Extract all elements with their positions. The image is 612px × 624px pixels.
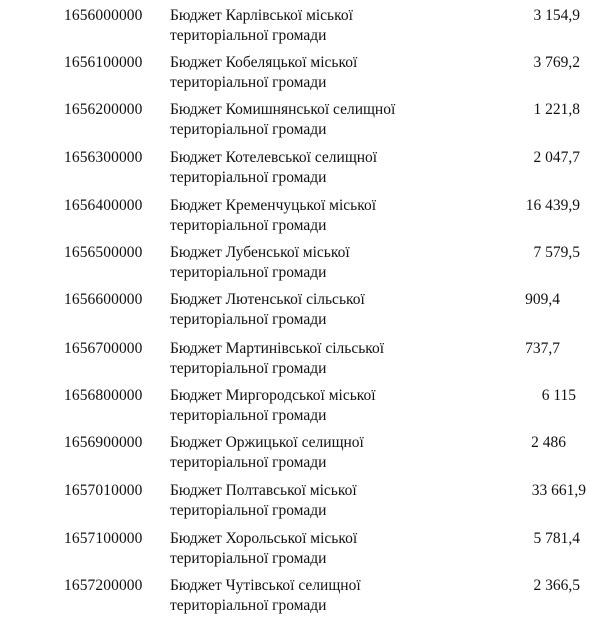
budget-name-line2: територіальної громади	[170, 27, 327, 44]
budget-name-line1: Бюджет Чутівської селищної	[170, 577, 361, 594]
budget-name-line1: Бюджет Кобеляцької міської	[170, 54, 358, 71]
budget-name-line1: Бюджет Хорольської міської	[170, 530, 358, 547]
budget-name-line1: Бюджет Котелевської селищної	[170, 149, 378, 166]
budget-name-line1: Бюджет Лубенської міської	[170, 244, 350, 261]
budget-name	[170, 529, 470, 569]
budget-name	[170, 100, 470, 140]
budget-name	[170, 6, 470, 46]
budget-name	[170, 196, 470, 236]
budget-name-line2: територіальної громади	[170, 407, 327, 424]
budget-amount: 33 661,9	[531, 482, 586, 499]
budget-code: 1657100000	[64, 530, 143, 547]
budget-amount: 16 439,9	[525, 197, 580, 214]
table-row	[0, 100, 612, 148]
budget-name-line2: територіальної громади	[170, 121, 327, 138]
budget-name	[170, 148, 470, 188]
budget-code: 1656200000	[64, 101, 143, 118]
budget-amount: 737,7	[525, 340, 560, 357]
budget-name	[170, 576, 470, 616]
budget-name-line1: Бюджет Лютенської сільської	[170, 291, 365, 308]
budget-code: 1656700000	[64, 340, 143, 357]
table-row	[0, 196, 612, 244]
budget-amount: 909,4	[525, 291, 560, 308]
budget-code: 1656600000	[64, 291, 143, 308]
budget-name	[170, 290, 470, 330]
budget-name-line2: територіальної громади	[170, 311, 327, 328]
table-row	[0, 53, 612, 101]
table-row	[0, 481, 612, 529]
budget-name-line1: Бюджет Миргородської міської	[170, 387, 376, 404]
budget-name-line2: територіальної громади	[170, 454, 327, 471]
budget-name-line1: Бюджет Карлівської міської	[170, 7, 353, 24]
budget-amount: 6 115	[541, 387, 576, 404]
table-row	[0, 148, 612, 196]
budget-name-line1: Бюджет Комишнянської селищної	[170, 101, 396, 118]
budget-amount: 2 047,7	[533, 149, 580, 166]
budget-name	[170, 433, 470, 473]
budget-code: 1656100000	[64, 54, 143, 71]
budget-code: 1656400000	[64, 197, 143, 214]
table-row	[0, 6, 612, 54]
budget-name-line2: територіальної громади	[170, 169, 327, 186]
budget-amount: 2 366,5	[533, 577, 580, 594]
table-row	[0, 339, 612, 387]
budget-amount: 3 154,9	[533, 7, 580, 24]
budget-code: 1656800000	[64, 387, 143, 404]
budget-code: 1656500000	[64, 244, 143, 261]
budget-name-line2: територіальної громади	[170, 502, 327, 519]
budget-name-line2: територіальної громади	[170, 74, 327, 91]
table-row	[0, 290, 612, 338]
budget-amount: 5 781,4	[533, 530, 580, 547]
table-row	[0, 386, 612, 434]
table-row	[0, 529, 612, 577]
budget-name-line2: територіальної громади	[170, 264, 327, 281]
budget-amount: 7 579,5	[533, 244, 580, 261]
budget-name-line1: Бюджет Кременчуцької міської	[170, 197, 377, 214]
budget-code: 1657200000	[64, 577, 143, 594]
budget-name-line2: територіальної громади	[170, 550, 327, 567]
table-row	[0, 433, 612, 481]
budget-amount: 2 486	[531, 434, 566, 451]
budget-code: 1657010000	[64, 482, 143, 499]
budget-name-line2: територіальної громади	[170, 597, 327, 614]
budget-name	[170, 481, 470, 521]
budget-code: 1656300000	[64, 149, 143, 166]
budget-name-line1: Бюджет Оржицької селищної	[170, 434, 364, 451]
budget-name	[170, 243, 470, 283]
table-row	[0, 243, 612, 291]
budget-name-line1: Бюджет Полтавської міської	[170, 482, 357, 499]
budget-name-line2: територіальної громади	[170, 217, 327, 234]
budget-code: 1656900000	[64, 434, 143, 451]
budget-amount: 3 769,2	[533, 54, 580, 71]
budget-name-line2: територіальної громади	[170, 360, 327, 377]
budget-amount: 1 221,8	[533, 101, 580, 118]
budget-name	[170, 339, 470, 379]
budget-code: 1656000000	[64, 7, 143, 24]
budget-name	[170, 53, 470, 93]
table-row	[0, 576, 612, 624]
budget-name-line1: Бюджет Мартинівської сільської	[170, 340, 385, 357]
budget-name	[170, 386, 470, 426]
